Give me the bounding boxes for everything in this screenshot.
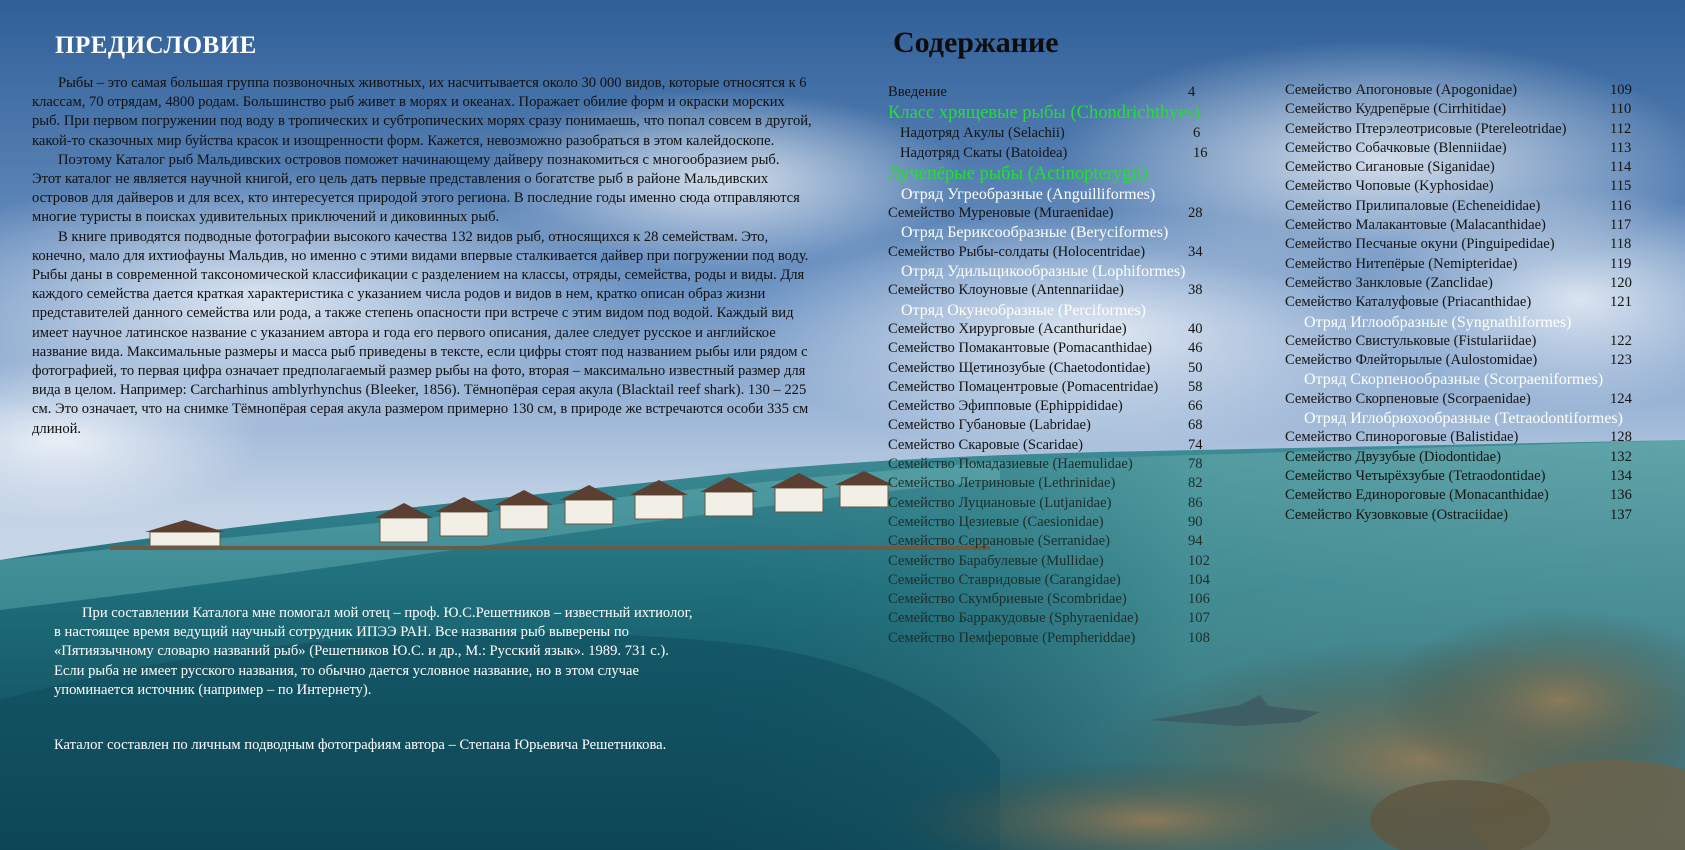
contents-page-number: 114	[1610, 159, 1632, 176]
preface-paragraph: Рыбы – это самая большая группа позвоночных животных, их насчитывается около 30 000 видов, которые относятся к 6 классам, 70 отрядам, 4800 родам. Большинство рыб живет в морях и океанах. Поражает обилие форм и окраски морских рыб. При первом погружении под воду в тропических и субтропических морях сразу понимаешь, что попал совсем в другой, какой-то сказочных мир буйства красок и изощренности форм. Кажется, невозможно разобраться в этом калейдоскопе.	[32, 75, 812, 149]
contents-entry-title: Семейство Четырёхзубые (Tetraodontidae)	[1285, 467, 1546, 484]
contents-page-number: 123	[1610, 352, 1632, 369]
contents-entry-title: Семейство Клоуновые (Antennariidae)	[888, 282, 1124, 299]
contents-entry-title: Семейство Скорпеновые (Scorpaenidae)	[1285, 390, 1531, 407]
contents-entry-title: Семейство Апогоновые (Apogonidae)	[1285, 82, 1518, 98]
contents-page-number: 136	[1610, 487, 1632, 504]
contents-page-number: 132	[1610, 448, 1632, 465]
acknowledgements	[54, 604, 794, 700]
contents-page-number: 121	[1610, 294, 1632, 311]
acknowledgement-line: При составлении Каталога мне помогал мой отец – проф. Ю.С.Решетников – известный ихтиолог,	[82, 605, 693, 621]
contents-entry-title: Семейство Хирурговые (Acanthuridae)	[888, 320, 1127, 337]
contents-entry-title: Семейство Серрановые (Serranidae)	[888, 533, 1111, 550]
contents-entry-title: Отряд Окунеобразные (Perciformes)	[901, 301, 1146, 319]
contents-entry-title: Семейство Муреновые (Muraenidae)	[888, 205, 1114, 222]
preface-paragraph: В книге приводятся подводные фотографии высокого качества 132 видов рыб, относящихся к 28 семействам. Это, конечно, мало для ихтиофауны Мальдив, но именно с этими видами впервые сталкивается дайвер при погружении под воду. Рыбы даны в современной таксономической классификации с разделением на классы, отряды, семейства, роды и виды. Для каждого семейства дается краткая характеристика с указанием числа родов и видов в нем, кратко описан образ жизни представителей данного семейства или рода, а также степень опасности при встрече с этим видом под водой. Каждый вид имеет научное латинское название с указанием автора и года его первого описания, далее следует русское и английское название вида. Максимальные размеры и масса рыб приведены в тексте, если цифры стоят под названием рыбы или рядом с фотографией, то первая цифра означает предполагаемый размер рыбы на фото, вторая – максимально известный размер для вида в целом. Например: Carcharhinus amblyrhynchus (Bleeker, 1856). Тёмнопёрая серая акула (Blacktail reef shark). 130 – 225 см. Это означает, что на снимке Тёмнопёрая серая акула размером примерно 130 см, в природе же встречаются особи 335 см длиной.	[32, 228, 809, 437]
contents-page-number: 66	[1188, 398, 1203, 415]
contents-page-number: 128	[1610, 429, 1632, 446]
contents-entry-title: Семейство Единороговые (Monacanthidae)	[1285, 487, 1549, 504]
contents-page-number: 137	[1610, 506, 1632, 523]
contents-entry-title: Семейство Сигановые (Siganidae)	[1285, 159, 1495, 176]
acknowledgement-line: «Пятиязычному словарю названий рыб» (Решетников Ю.С. и др., М.: Русский язык». 1989. 731 с.).	[54, 643, 669, 660]
contents-entry-title: Лучепёрые рыбы (Actinopterygii)	[888, 163, 1148, 184]
contents-entry-title: Отряд Угреобразные (Anguilliformes)	[901, 185, 1156, 203]
contents-entry-title: Семейство Прилипаловые (Echeneididae)	[1285, 197, 1541, 214]
contents-entry-title: Отряд Скорпенообразные (Scorpaeniformes)	[1304, 371, 1604, 389]
contents-entry-title: Семейство Песчаные окуни (Pinguipedidae)	[1285, 236, 1555, 253]
author-note: Каталог составлен по личным подводным фотографиям автора – Степана Юрьевича Решетникова.	[54, 737, 667, 753]
contents-title: Содержание	[893, 26, 1059, 59]
contents-entry-title: Семейство Пемферовые (Pempheriddae)	[888, 629, 1136, 646]
contents-entry-title: Семейство Занкловые (Zanclidae)	[1285, 274, 1493, 291]
contents-page-number: 94	[1188, 533, 1203, 550]
contents-page-number: 110	[1610, 101, 1632, 118]
contents-entry-title: Надотряд Акулы (Selachii)	[900, 125, 1065, 142]
contents-entry-title: Надотряд Скаты (Batoidea)	[900, 144, 1068, 161]
contents-entry-title: Отряд Иглобрюхообразные (Tetraodontiformes)	[1304, 410, 1623, 428]
contents-page-number: 115	[1610, 178, 1632, 195]
contents-entry-title: Семейство Каталуфовые (Priacanthidae)	[1285, 294, 1532, 311]
contents-entry-title: Семейство Барабулевые (Mullidae)	[888, 552, 1104, 569]
contents-page-number: 102	[1188, 552, 1210, 569]
contents-page-number: 119	[1610, 255, 1632, 272]
contents-page-number: 106	[1188, 591, 1210, 608]
contents-page-number: 46	[1188, 340, 1203, 357]
contents-entry-title: Семейство Собачковые (Blenniidae)	[1285, 139, 1507, 156]
contents-entry-title: Введение	[888, 84, 947, 100]
contents-page-number: 68	[1188, 417, 1203, 434]
contents-page-number: 58	[1188, 378, 1203, 395]
contents-entry-title: Семейство Нитепёрые (Nemipteridae)	[1285, 255, 1518, 272]
contents-entry-title: Семейство Луциановые (Lutjanidae)	[888, 494, 1112, 511]
contents-page-number: 104	[1188, 571, 1210, 588]
contents-page-number: 78	[1188, 456, 1203, 473]
contents-entry-title: Семейство Двузубые (Diodontidae)	[1285, 448, 1501, 465]
contents-page-number: 16	[1193, 144, 1208, 161]
contents-entry-title: Семейство Помацентровые (Pomacentridae)	[888, 378, 1159, 395]
contents-page-number: 109	[1610, 82, 1632, 98]
contents-page-number: 118	[1610, 236, 1632, 253]
contents-entry-title: Семейство Барракудовые (Sphyraenidae)	[888, 610, 1139, 627]
contents-entry-title: Семейство Птерэлеотрисовые (Ptereleotridae)	[1285, 120, 1567, 137]
contents-entry-title: Семейство Флейторылые (Aulostomidae)	[1285, 352, 1538, 369]
contents-entry-title: Семейство Свистульковые (Fistulariidae)	[1285, 332, 1537, 349]
contents-page-number: 122	[1610, 332, 1632, 349]
contents-page-number: 38	[1188, 282, 1203, 299]
contents-page-number: 40	[1188, 320, 1203, 337]
contents-page-number: 117	[1610, 217, 1632, 234]
contents-entry-title: Отряд Удильщикообразные (Lophiformes)	[901, 263, 1186, 281]
contents-entry-title: Семейство Малакантовые (Malacanthidae)	[1285, 217, 1546, 234]
preface-paragraph: Поэтому Каталог рыб Мальдивских островов поможет начинающему дайверу познакомиться с многообразием рыб. Этот каталог не является научной книгой, его цель дать первые представления о богатстве рыб в районе Мальдивских островов для дайверов и для всех, кто интересуется природой этого региона. В последние годы именно сюда отправляются многие туристы в поисках удивительных приключений и диковинных рыб.	[32, 151, 800, 226]
contents-page-number: 90	[1188, 513, 1203, 530]
contents-page-number: 50	[1188, 359, 1203, 376]
contents-page-number: 82	[1188, 475, 1203, 492]
contents-page-number: 112	[1610, 120, 1632, 137]
acknowledgement-line: Если рыба не имеет русского названия, то обычно дается условное название, но в этом случае	[54, 662, 639, 679]
contents-page-number: 113	[1610, 139, 1632, 156]
contents-page-number: 4	[1188, 84, 1196, 100]
contents-entry-title: Семейство Цезиевые (Caesionidae)	[888, 513, 1104, 530]
contents-entry-title: Семейство Летриновые (Lethrinidae)	[888, 475, 1116, 492]
contents-page-number: 124	[1610, 390, 1632, 407]
contents-entry-title: Семейство Губановые (Labridae)	[888, 417, 1091, 434]
contents-entry-title: Класс хрящевые рыбы (Chondrichthyes)	[888, 103, 1200, 124]
contents-page-number: 86	[1188, 494, 1203, 511]
contents-entry-title: Семейство Помадазиевые (Haemulidae)	[888, 456, 1133, 473]
contents-entry-title: Семейство Спинороговые (Balistidae)	[1285, 429, 1519, 446]
contents-page-number: 134	[1610, 467, 1632, 484]
contents-entry-title: Семейство Рыбы-солдаты (Holocentridae)	[888, 243, 1146, 260]
contents-page-number: 120	[1610, 274, 1632, 291]
preface-body	[32, 74, 812, 439]
contents-entry-title: Семейство Чоповые (Kyphosidae)	[1285, 178, 1494, 195]
acknowledgement-line: упоминается источник (например – по Интернету).	[54, 681, 372, 698]
contents-page-number: 108	[1188, 629, 1210, 646]
contents-page-number: 28	[1188, 205, 1203, 222]
contents-entry-title: Отряд Бериксообразные (Beryciformes)	[901, 224, 1169, 242]
contents-entry-title: Семейство Эфипповые (Ephippididae)	[888, 398, 1123, 415]
contents-page-number: 74	[1188, 436, 1203, 453]
contents-entry-title: Семейство Скумбриевые (Scombridae)	[888, 591, 1127, 608]
contents-page-number: 116	[1610, 197, 1632, 214]
acknowledgement-line: в настоящее время ведущий научный сотрудник ИПЭЭ РАН. Все названия рыб выверены по	[54, 624, 629, 641]
contents-entry-title: Семейство Щетинозубые (Chaetodontidae)	[888, 359, 1151, 376]
contents-entry-title: Семейство Ставридовые (Carangidae)	[888, 571, 1121, 588]
preface-title: ПРЕДИСЛОВИЕ	[55, 32, 257, 59]
contents-page-number: 6	[1193, 125, 1201, 142]
contents-entry-title: Семейство Скаровые (Scaridae)	[888, 436, 1083, 453]
contents-entry-title: Семейство Кудрепёрые (Cirrhitidae)	[1285, 101, 1507, 118]
contents-page-number: 34	[1188, 243, 1203, 260]
contents-entry-title: Семейство Кузовковые (Ostraciidae)	[1285, 506, 1508, 523]
contents-entry-title: Отряд Иглообразные (Syngnathiformes)	[1304, 313, 1572, 331]
contents-page-number: 107	[1188, 610, 1210, 627]
contents-entry-title: Семейство Помакантовые (Pomacanthidae)	[888, 340, 1153, 357]
